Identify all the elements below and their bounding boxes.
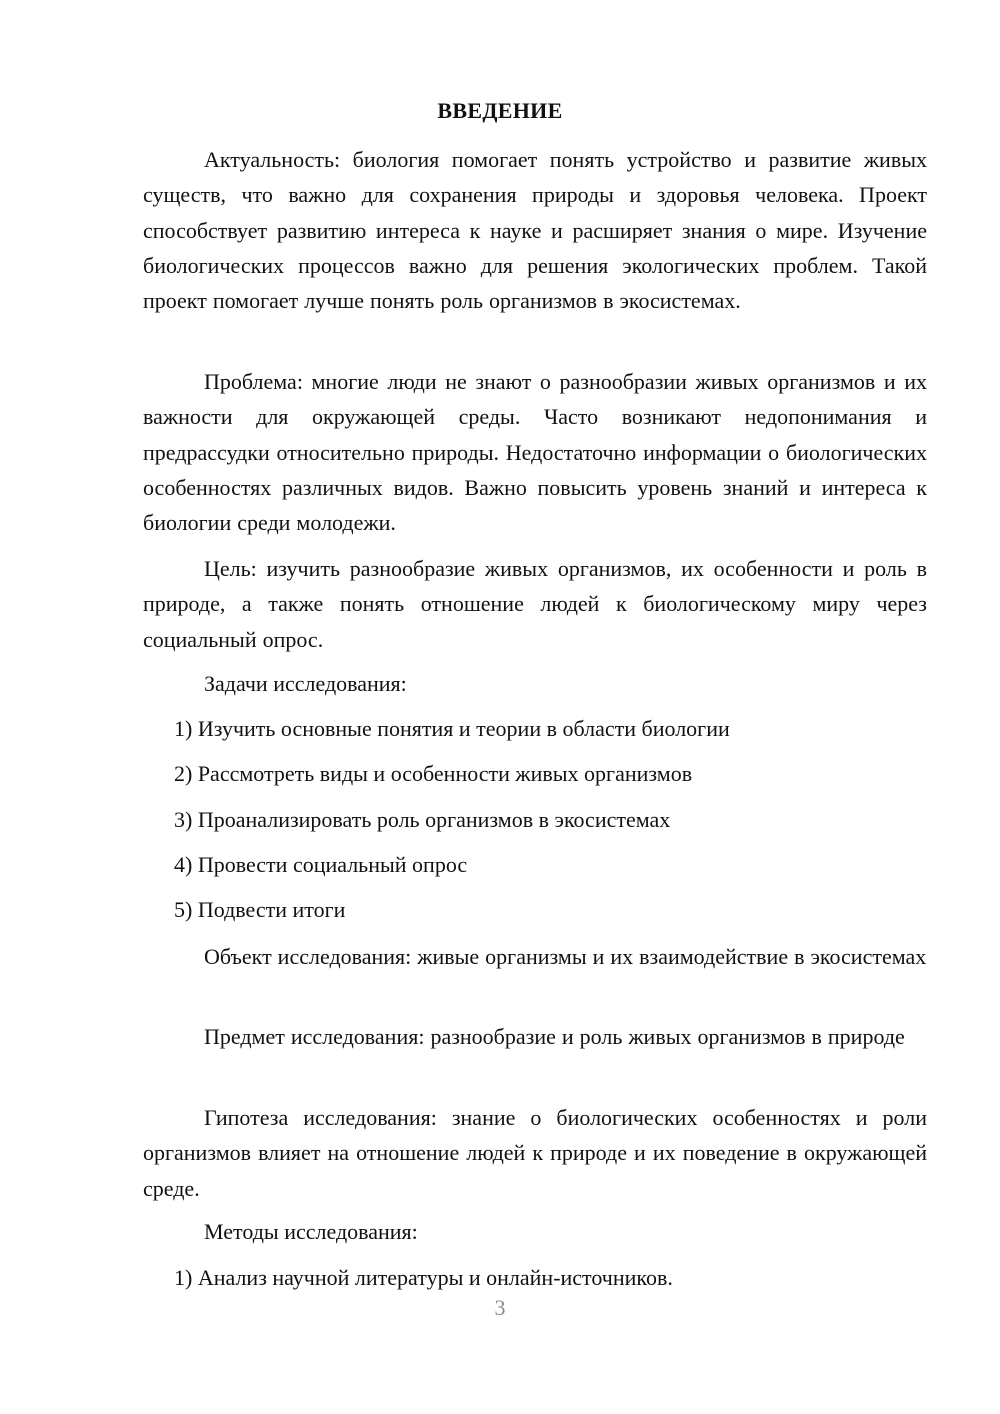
task-item-1: 1) Изучить основные понятия и теории в области биологии [174,716,730,741]
relevance-paragraph: Актуальность: биология помогает понять устройство и развитие живых существ, что важно для сохранения природы и здоровья человека. Проект способствует развитию интереса к науке и расширяет знания о мире. Изучение биологических процессов важно для решения экологических проблем. Такой проект помогает лучше понять роль организмов в экосистемах. [143,147,927,314]
task-item-2: 2) Рассмотреть виды и особенности живых организмов [174,761,693,786]
tasks-heading: Задачи исследования: [204,671,407,696]
subject-paragraph: Предмет исследования: разнообразие и роль живых организмов в природе [204,1024,905,1049]
page-number: 3 [494,1295,506,1320]
problem-paragraph: Проблема: многие люди не знают о разнообразии живых организмов и их важности для окружающей среды. Часто возникают недопонимания и предрассудки относительно природы. Недостаточно информации о биологических особенностях различных видов. Важно повысить уровень знаний и интереса к биологии среди молодежи. [143,369,927,536]
document-title: ВВЕДЕНИЕ [437,98,563,123]
task-item-4: 4) Провести социальный опрос [174,852,468,877]
method-item-1: 1) Анализ научной литературы и онлайн-источников. [174,1265,673,1290]
object-paragraph: Объект исследования: живые организмы и их взаимодействие в экосистемах [204,944,927,969]
hypothesis-paragraph: Гипотеза исследования: знание о биологических особенностях и роли организмов влияет на отношение людей к природе и их поведение в окружающей среде. [143,1105,927,1201]
task-item-5: 5) Подвести итоги [174,897,346,922]
goal-paragraph: Цель: изучить разнообразие живых организмов, их особенности и роль в природе, а также понять отношение людей к биологическому миру через социальный опрос. [143,556,927,652]
task-item-3: 3) Проанализировать роль организмов в экосистемах [174,807,671,832]
methods-heading: Методы исследования: [204,1219,418,1244]
